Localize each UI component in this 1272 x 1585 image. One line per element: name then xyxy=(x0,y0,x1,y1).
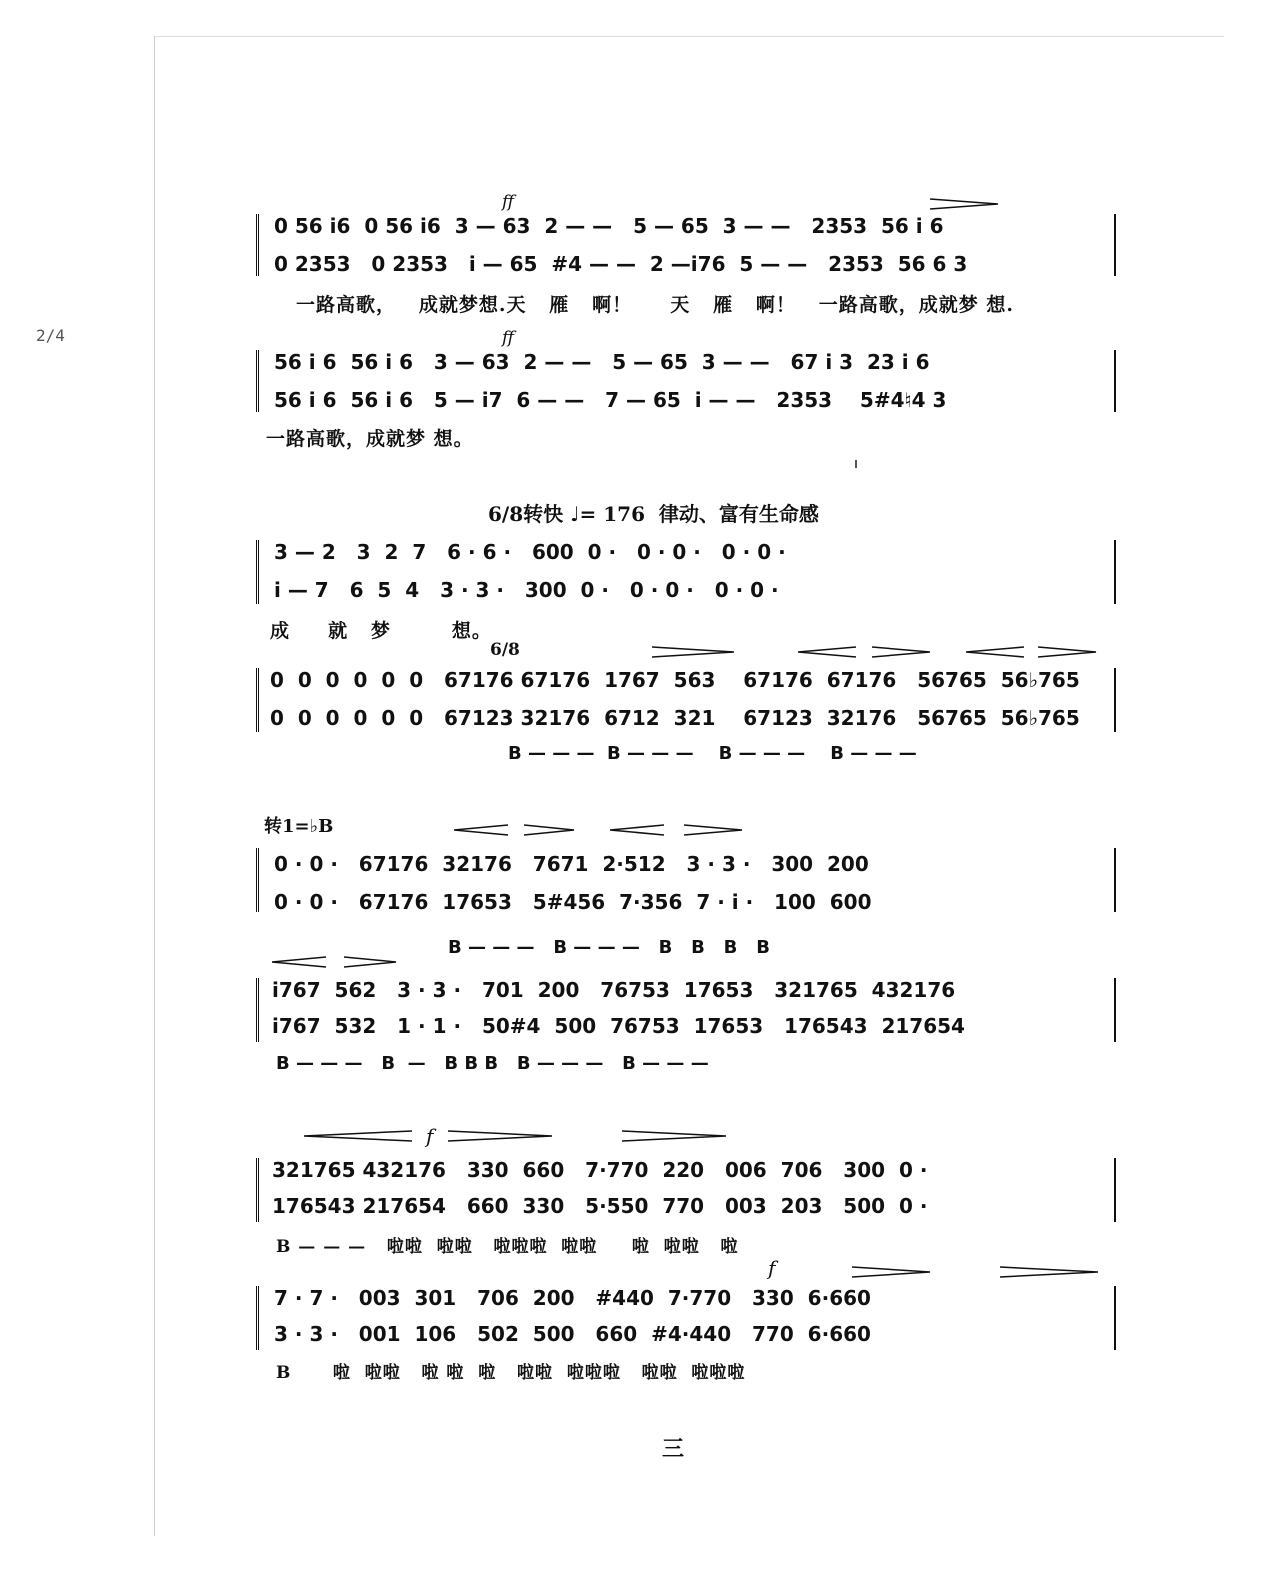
system2-staff-line-3: 0 0 0 0 0 0 67176 67176 1767 563 67176 67176 56765 56♭765 xyxy=(270,668,1080,692)
system2-brace-bottom xyxy=(256,668,259,732)
dynamic-f: f xyxy=(426,1124,434,1148)
barline xyxy=(1114,214,1116,276)
page-top-edge xyxy=(154,36,1224,37)
system1-brace-top xyxy=(256,214,259,276)
stray-mark xyxy=(855,460,857,468)
system4-lyric-1: B — — — 啦啦 啦啦 啦啦啦 啦啦 啦 啦啦 啦 xyxy=(276,1237,739,1257)
system3-staff-line-3: i767 562 3 · 3 · 701 200 76753 17653 321765 432176 xyxy=(272,978,956,1002)
crescendo-hairpin xyxy=(966,646,1026,658)
barline xyxy=(1114,1286,1116,1350)
system4-brace-bottom xyxy=(256,1286,259,1350)
system4-brace-top xyxy=(256,1158,259,1222)
page-number: 三 xyxy=(662,1436,685,1462)
time-signature: 6/8 xyxy=(490,640,520,660)
decrescendo-hairpin xyxy=(1000,1266,1100,1278)
system1-staff-line-2: 0 2353 0 2353 i — 65 #4 — — 2 —i76 5 — — 2353 56 6 3 xyxy=(274,252,968,276)
decrescendo-hairpin xyxy=(344,956,398,968)
barline xyxy=(1114,350,1116,412)
system4-lyric-2: B 啦 啦啦 啦 啦 啦 啦啦 啦啦啦 啦啦 啦啦啦 xyxy=(276,1363,746,1383)
system3-staff-line-2: 0 · 0 · 67176 17653 5#456 7·356 7 · i · 100 600 xyxy=(274,890,872,914)
system1-lyric-1: 一路高歌， 成就梦想.天 雁 啊！ 天 雁 啊！ 一路高歌，成就梦 想. xyxy=(296,294,1014,316)
barline xyxy=(1114,1158,1116,1222)
barline xyxy=(1114,978,1116,1042)
decrescendo-hairpin xyxy=(652,646,736,658)
tempo-marking: 6/8转快 ♩= 176 律动、富有生命感 xyxy=(488,502,819,526)
system3-staff-line-4: i767 532 1 · 1 · 50#4 500 76753 17653 176543 217654 xyxy=(272,1014,965,1038)
system2-lyric: 成 就 梦 想。 xyxy=(270,620,492,642)
system1-staff-line-4: 56 i 6 56 i 6 5 — i7 6 — — 7 — 65 i — — 2353 5#4♮4 3 xyxy=(274,388,947,412)
system1-lyric-2: 一路高歌，成就梦 想。 xyxy=(266,428,474,450)
dynamic-ff: ff xyxy=(502,328,515,348)
decrescendo-hairpin xyxy=(930,198,1000,210)
crescendo-hairpin xyxy=(798,646,858,658)
decrescendo-hairpin xyxy=(684,824,744,836)
page-left-edge xyxy=(154,36,155,1536)
barline xyxy=(1114,540,1116,604)
system1-staff-line-1: 0 56 i6 0 56 i6 3 — 63 2 — — 5 — 65 3 — — 2353 56 i 6 xyxy=(274,214,944,238)
decrescendo-hairpin xyxy=(448,1130,554,1142)
system2-brace-top xyxy=(256,540,259,604)
page-indicator: 2/4 xyxy=(36,326,65,345)
system2-bass-line: B — — — B — — — B — — — B — — — xyxy=(508,743,917,764)
crescendo-hairpin xyxy=(610,824,666,836)
decrescendo-hairpin xyxy=(1038,646,1098,658)
decrescendo-hairpin xyxy=(524,824,576,836)
system4-staff-line-2: 176543 217654 660 330 5·550 770 003 203 500 0 · xyxy=(272,1194,928,1218)
decrescendo-hairpin xyxy=(622,1130,728,1142)
system4-staff-line-4: 3 · 3 · 001 106 502 500 660 #4·440 770 6·660 xyxy=(274,1322,871,1346)
system1-brace-bottom xyxy=(256,350,259,412)
crescendo-hairpin xyxy=(304,1130,414,1142)
system3-bass-line-2: B — — — B — B B B B — — — B — — — xyxy=(276,1053,709,1074)
system3-staff-line-1: 0 · 0 · 67176 32176 7671 2·512 3 · 3 · 300 200 xyxy=(274,852,869,876)
crescendo-hairpin xyxy=(454,824,510,836)
crescendo-hairpin xyxy=(272,956,328,968)
system2-staff-line-4: 0 0 0 0 0 0 67123 32176 6712 321 67123 32176 56765 56♭765 xyxy=(270,706,1080,730)
system2-staff-line-2: i — 7 6 5 4 3 · 3 · 300 0 · 0 · 0 · 0 · 0 · xyxy=(274,578,779,602)
dynamic-ff: ff xyxy=(502,192,515,212)
system4-staff-line-3: 7 · 7 · 003 301 706 200 #440 7·770 330 6·660 xyxy=(274,1286,871,1310)
system4-staff-line-1: 321765 432176 330 660 7·770 220 006 706 300 0 · xyxy=(272,1158,928,1182)
system3-brace-bottom xyxy=(256,978,259,1042)
decrescendo-hairpin xyxy=(872,646,932,658)
key-change-marking: 转1=♭B xyxy=(264,816,334,837)
system3-brace-top xyxy=(256,848,259,912)
decrescendo-hairpin xyxy=(852,1266,932,1278)
system2-staff-line-1: 3 — 2 3 2 7 6 · 6 · 600 0 · 0 · 0 · 0 · 0 · xyxy=(274,540,786,564)
barline xyxy=(1114,668,1116,732)
barline xyxy=(1114,848,1116,912)
dynamic-f: f xyxy=(768,1256,776,1280)
system1-staff-line-3: 56 i 6 56 i 6 3 — 63 2 — — 5 — 65 3 — — 67 i 3 23 i 6 xyxy=(274,350,930,374)
system3-bass-line-1: B — — — B — — — B B B B xyxy=(448,937,770,958)
